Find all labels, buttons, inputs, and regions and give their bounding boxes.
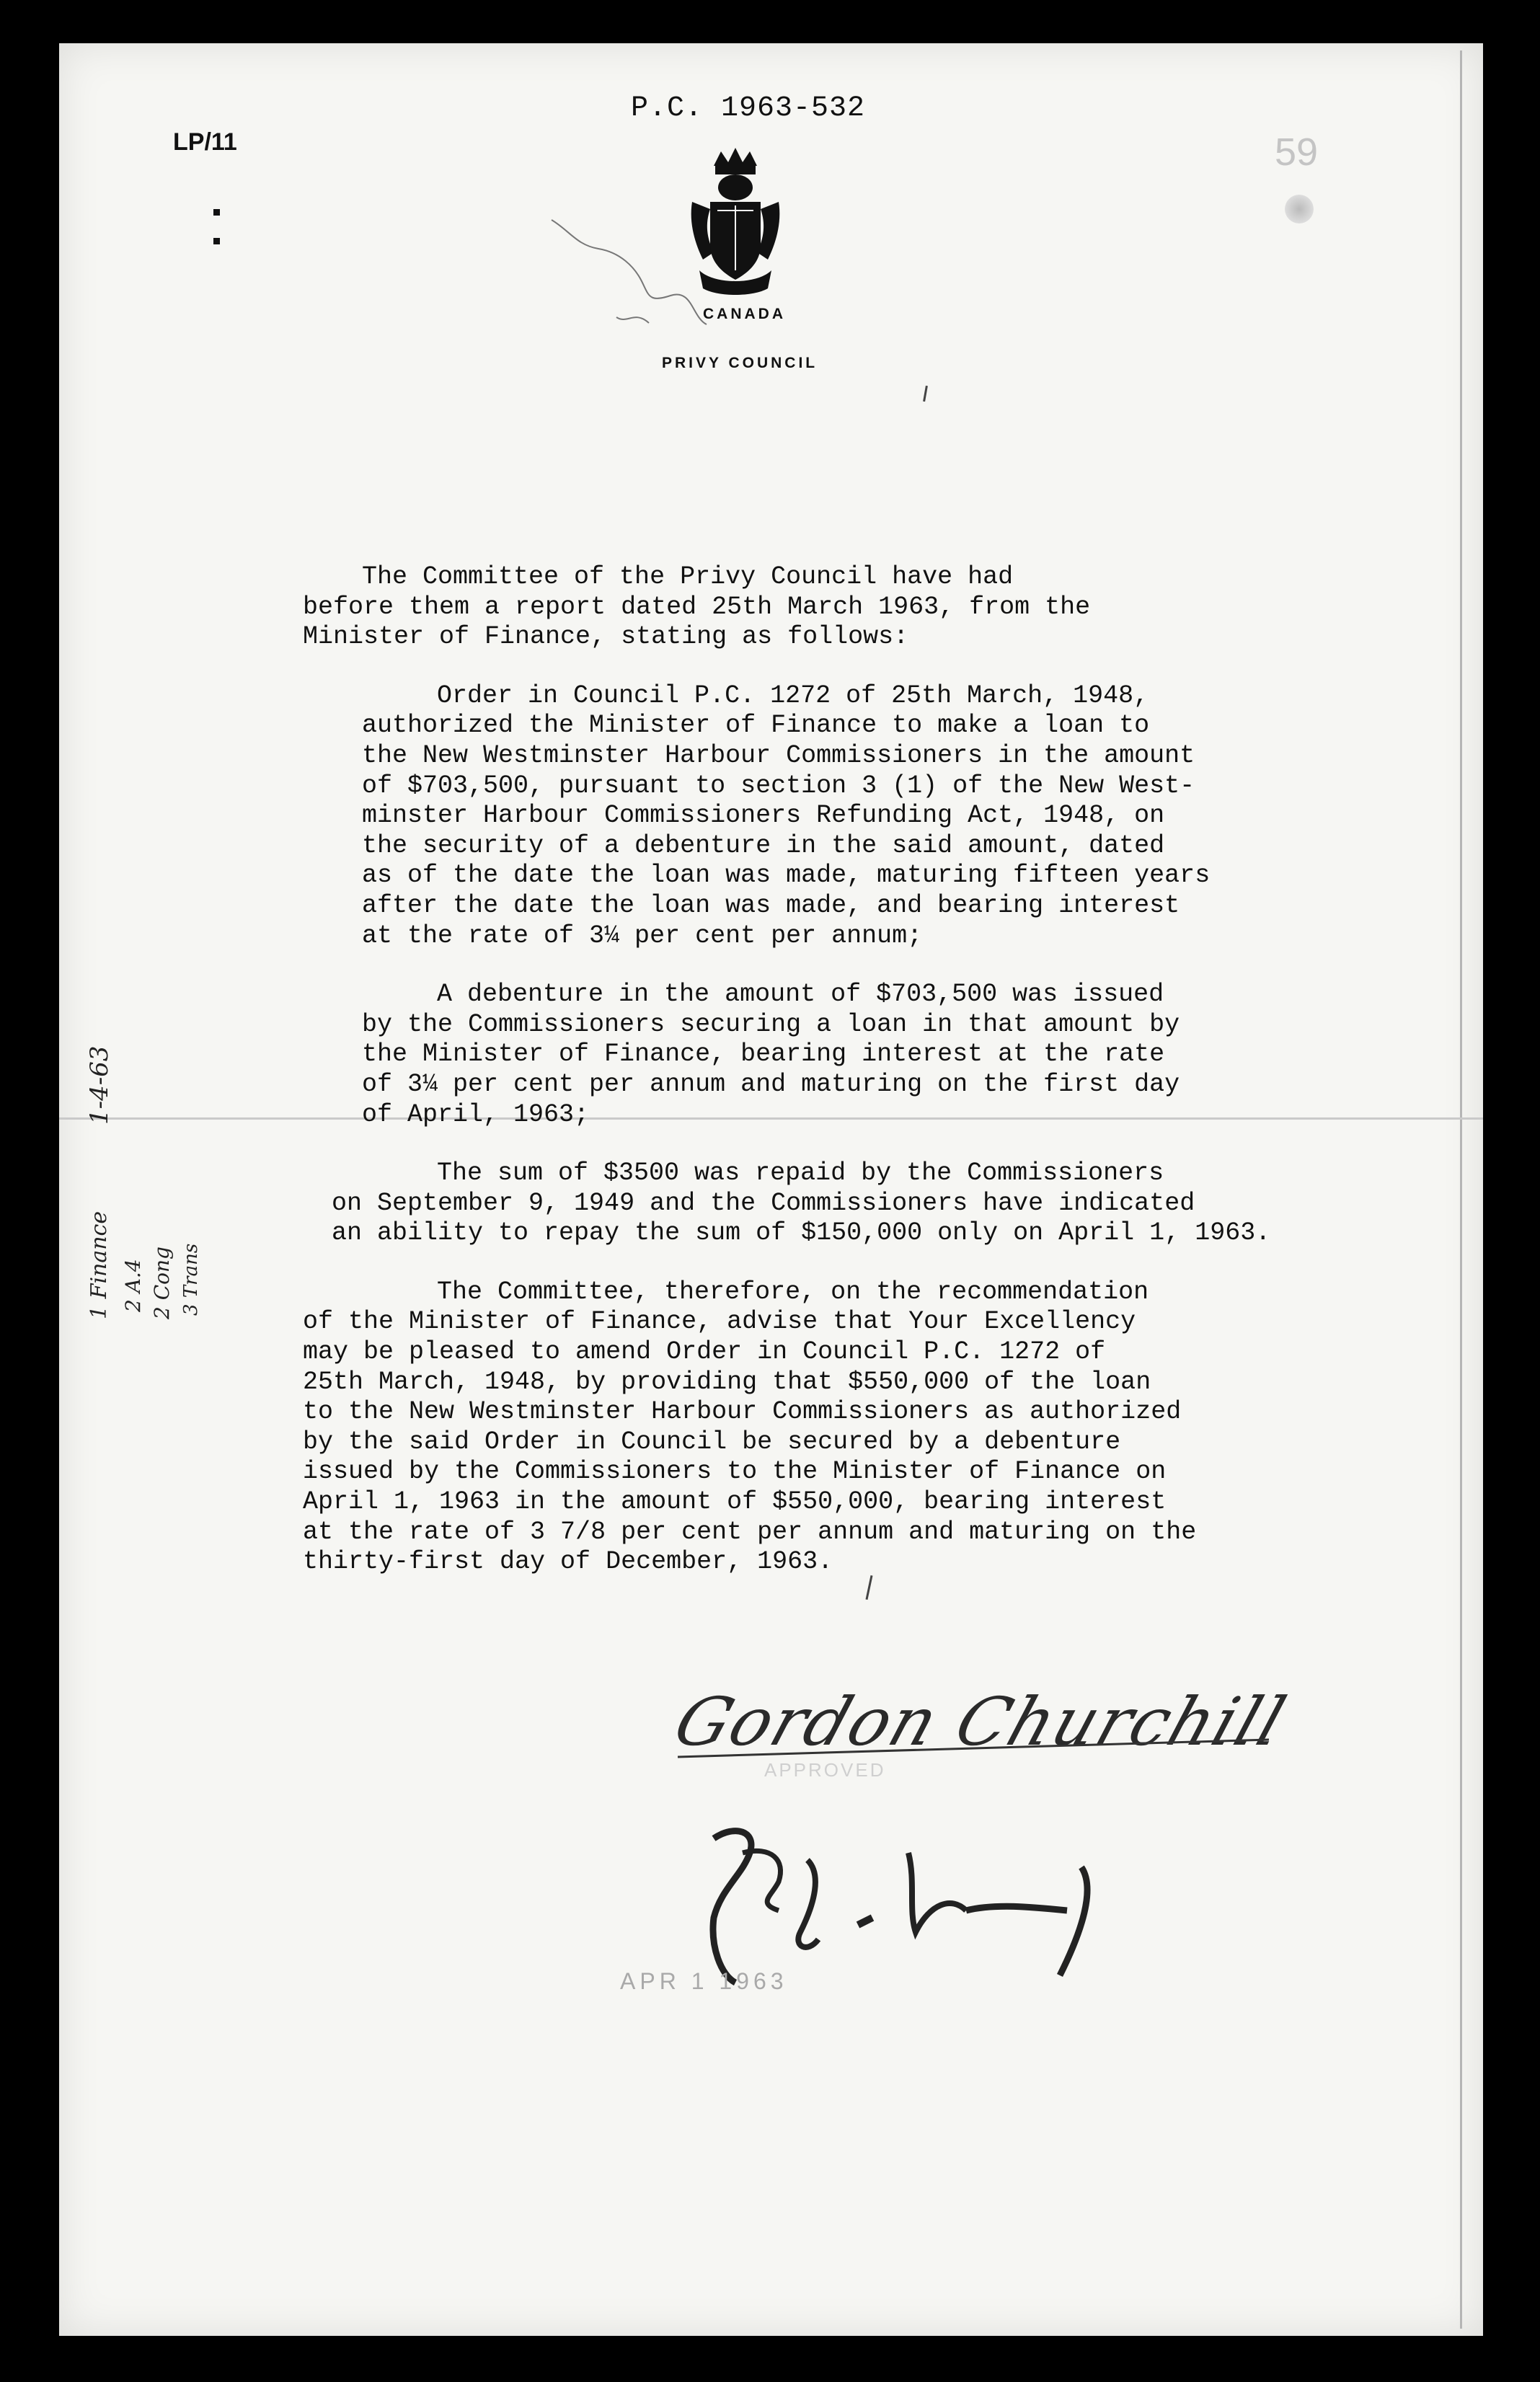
margin-note: 2 A.4: [121, 1259, 145, 1312]
text-line: authorized the Minister of Finance to make a loan to: [362, 711, 1150, 740]
text-line: of $703,500, pursuant to section 3 (1) of the New West-: [362, 771, 1195, 800]
margin-note: 2 Cong: [150, 1247, 174, 1319]
blot-mark: [1285, 195, 1314, 223]
paragraph-4: [303, 1159, 1428, 1249]
paragraph-2: [303, 681, 1428, 951]
text-line: to the New Westminster Harbour Commissioners as authorized: [303, 1397, 1182, 1427]
text-line: on September 9, 1949 and the Commissioners have indicated: [332, 1188, 1195, 1218]
text-line: The Committee of the Privy Council have had: [362, 562, 1014, 591]
country-heading: CANADA: [703, 306, 786, 322]
file-code: LP/11: [173, 128, 237, 156]
margin-notes: [65, 973, 252, 1363]
text-line: at the rate of 3 7/8 per cent per annum and maturing on the: [303, 1517, 1197, 1546]
scan-edge-line: [1460, 50, 1462, 2329]
text-line: Order in Council P.C. 1272 of 25th March, 1948,: [437, 681, 1149, 710]
text-line: the security of a debenture in the said amount, dated: [362, 831, 1165, 860]
paragraph-1: [303, 562, 1428, 652]
governor-signature: [692, 1810, 1139, 1990]
text-line: issued by the Commissioners to the Minister of Finance on: [303, 1457, 1167, 1487]
office-heading: PRIVY COUNCIL: [662, 355, 818, 371]
text-line: April 1, 1963 in the amount of $550,000, bearing interest: [303, 1487, 1167, 1517]
paragraph-5: [303, 1278, 1428, 1577]
text-line: 25th March, 1948, by providing that $550,000 of the loan: [303, 1367, 1151, 1396]
text-line: an ability to repay the sum of $150,000 only on April 1, 1963.: [332, 1218, 1271, 1248]
text-line: by the Commissioners securing a loan in that amount by: [362, 1009, 1180, 1039]
text-line: may be pleased to amend Order in Council P.C. 1272 of: [303, 1337, 1106, 1367]
text-line: minster Harbour Commissioners Refunding Act, 1948, on: [362, 801, 1165, 831]
page-number-stamp: 59: [1275, 130, 1319, 174]
date-stamp: APR 1 1963: [620, 1968, 788, 1994]
text-line: Minister of Finance, stating as follows:: [303, 622, 909, 652]
text-line: A debenture in the amount of $703,500 was issued: [437, 980, 1164, 1009]
coat-of-arms-icon: [685, 144, 786, 303]
punch-dot: [213, 209, 220, 216]
paragraph-3: [303, 980, 1428, 1130]
text-line: by the said Order in Council be secured by a debenture: [303, 1427, 1121, 1456]
text-line: of 3¼ per cent per annum and maturing on the first day: [362, 1069, 1180, 1099]
text-line: at the rate of 3¼ per cent per annum;: [362, 921, 923, 950]
margin-note-date: 1-4-63: [85, 1045, 114, 1125]
clerk-signature-text: Gordon Churchill: [665, 1683, 1296, 1761]
text-line: as of the date the loan was made, maturing fifteen years: [362, 861, 1211, 890]
text-line: The Committee, therefore, on the recommendation: [437, 1277, 1149, 1306]
margin-note: 1 Finance: [87, 1210, 112, 1319]
text-line: before them a report dated 25th March 1963, from the: [303, 592, 1091, 621]
punch-dot: [213, 238, 220, 244]
text-line: after the date the loan was made, and bearing interest: [362, 890, 1180, 920]
order-body: [303, 562, 1428, 1606]
governor-signature-strokes: [692, 1810, 1139, 1990]
text-line: the Minister of Finance, bearing interest at the rate: [362, 1040, 1165, 1069]
faded-approved-label: APPROVED: [764, 1759, 886, 1781]
text-line: of the Minister of Finance, advise that Your Excellency: [303, 1307, 1136, 1337]
order-number: P.C. 1963-532: [631, 92, 866, 125]
text-line: of April, 1963;: [362, 1099, 590, 1129]
text-line: The sum of $3500 was repaid by the Commissioners: [437, 1159, 1164, 1188]
text-line: thirty-first day of December, 1963.: [303, 1547, 833, 1577]
text-line: the New Westminster Harbour Commissioners in the amount: [362, 740, 1195, 770]
margin-note: 3 Trans: [180, 1243, 202, 1316]
